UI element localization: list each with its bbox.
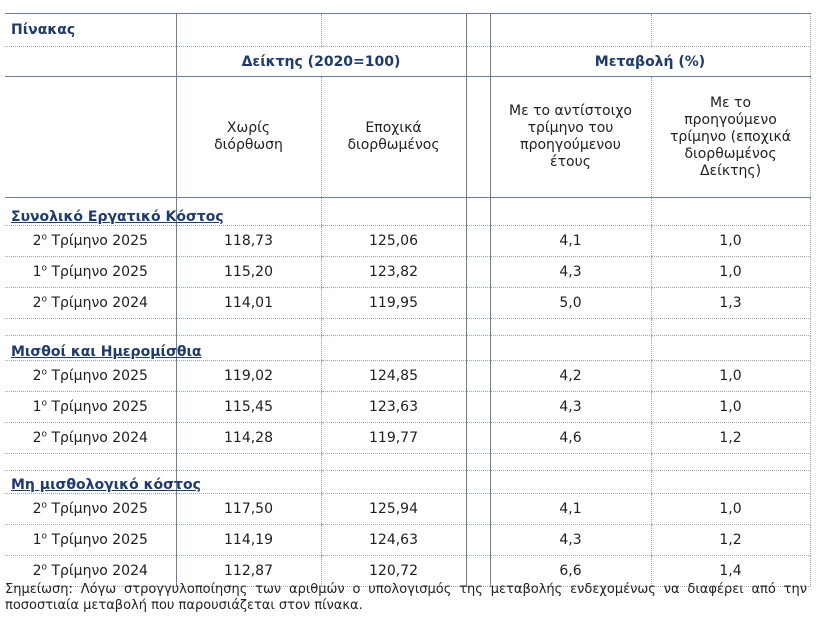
period-ordinal: 2 <box>32 368 42 384</box>
table-row <box>5 257 810 288</box>
period-text: Τρίμηνο 2024 <box>47 295 148 311</box>
value-seasonal: 124,85 <box>321 361 466 392</box>
value-qoq: 1,2 <box>651 423 810 454</box>
period-label <box>5 392 176 423</box>
value-unadjusted: 114,01 <box>176 288 321 319</box>
value-qoq: 1,0 <box>651 257 810 288</box>
table-row <box>5 288 810 319</box>
section-header-row <box>5 336 810 361</box>
value-qoq: 1,0 <box>651 392 810 423</box>
value-seasonal: 119,95 <box>321 288 466 319</box>
value-yoy: 4,2 <box>490 361 651 392</box>
sub-header-row <box>5 77 810 198</box>
value-qoq: 1,0 <box>651 361 810 392</box>
col-header-yoy: Με το αντίστοιχο τρίμηνο του προηγούμενου έτους <box>490 77 651 198</box>
section-header-row <box>5 198 810 226</box>
section-label: Μη μισθολογικό κόστος <box>5 471 176 494</box>
table-row <box>5 392 810 423</box>
value-yoy: 4,3 <box>490 392 651 423</box>
period-ordinal-suffix: ο <box>41 232 48 243</box>
period-label <box>5 361 176 392</box>
period-text: Τρίμηνο 2025 <box>47 264 148 280</box>
value-yoy: 4,1 <box>490 494 651 525</box>
section-label: Συνολικό Εργατικό Κόστος <box>5 198 176 226</box>
value-qoq: 1,0 <box>651 494 810 525</box>
value-seasonal: 119,77 <box>321 423 466 454</box>
group-header-index: Δείκτης (2020=100) <box>176 47 466 77</box>
value-seasonal: 120,72 <box>321 556 466 587</box>
value-unadjusted: 118,73 <box>176 226 321 257</box>
value-unadjusted: 115,45 <box>176 392 321 423</box>
period-text: Τρίμηνο 2025 <box>47 368 148 384</box>
period-label <box>5 257 176 288</box>
table-row <box>5 423 810 454</box>
col-header-qoq: Με το προηγούμενο τρίμηνο (εποχικά διορθωμένος Δείκτης) <box>651 77 810 198</box>
col-header-unadjusted: Χωρίς διόρθωση <box>176 77 321 198</box>
period-ordinal: 2 <box>32 563 42 579</box>
value-qoq: 1,4 <box>651 556 810 587</box>
table-row <box>5 226 810 257</box>
value-seasonal: 125,06 <box>321 226 466 257</box>
col-header-seasonal: Εποχικά διορθωμένος <box>321 77 466 198</box>
period-ordinal: 2 <box>32 233 42 249</box>
section-header-row <box>5 471 810 494</box>
value-unadjusted: 112,87 <box>176 556 321 587</box>
value-yoy: 4,1 <box>490 226 651 257</box>
value-seasonal: 123,63 <box>321 392 466 423</box>
table-title: Πίνακας <box>5 14 176 47</box>
value-seasonal: 123,82 <box>321 257 466 288</box>
period-text: Τρίμηνο 2024 <box>47 430 148 446</box>
value-yoy: 4,3 <box>490 525 651 556</box>
value-yoy: 6,6 <box>490 556 651 587</box>
period-text: Τρίμηνο 2025 <box>47 532 148 548</box>
table-row <box>5 361 810 392</box>
period-ordinal-suffix: ο <box>41 263 48 274</box>
group-header-change: Μεταβολή (%) <box>490 47 810 77</box>
period-ordinal-suffix: ο <box>41 562 48 573</box>
value-unadjusted: 114,28 <box>176 423 321 454</box>
period-ordinal-suffix: ο <box>41 398 48 409</box>
period-label <box>5 226 176 257</box>
period-ordinal: 1 <box>32 264 42 280</box>
period-label <box>5 494 176 525</box>
value-qoq: 1,0 <box>651 226 810 257</box>
period-ordinal-suffix: ο <box>41 294 48 305</box>
period-ordinal: 2 <box>32 430 42 446</box>
value-unadjusted: 115,20 <box>176 257 321 288</box>
period-ordinal: 1 <box>32 399 42 415</box>
value-seasonal: 125,94 <box>321 494 466 525</box>
period-label <box>5 423 176 454</box>
table-row <box>5 494 810 525</box>
period-ordinal: 1 <box>32 532 42 548</box>
spacer-row <box>5 319 810 336</box>
value-qoq: 1,3 <box>651 288 810 319</box>
period-label <box>5 525 176 556</box>
period-ordinal: 2 <box>32 295 42 311</box>
section-label: Μισθοί και Ημερομίσθια <box>5 336 176 361</box>
period-ordinal-suffix: ο <box>41 429 48 440</box>
value-yoy: 4,6 <box>490 423 651 454</box>
period-ordinal-suffix: ο <box>41 500 48 511</box>
data-table <box>5 13 811 587</box>
value-yoy: 4,3 <box>490 257 651 288</box>
value-unadjusted: 117,50 <box>176 494 321 525</box>
period-ordinal-suffix: ο <box>41 367 48 378</box>
period-text: Τρίμηνο 2025 <box>47 233 148 249</box>
spacer-row <box>5 454 810 471</box>
period-text: Τρίμηνο 2025 <box>47 399 148 415</box>
footnote: Σημείωση: Λόγω στρογγυλοποίησης των αριθμών ο υπολογισμός της μεταβολής ενδεχομένως να διαφέρει από την ποσοστιαία μεταβολή που παρουσιάζεται στον πίνακα. <box>5 582 807 613</box>
value-yoy: 5,0 <box>490 288 651 319</box>
period-ordinal-suffix: ο <box>41 531 48 542</box>
table-row <box>5 525 810 556</box>
value-seasonal: 124,63 <box>321 525 466 556</box>
period-text: Τρίμηνο 2025 <box>47 501 148 517</box>
period-text: Τρίμηνο 2024 <box>47 563 148 579</box>
value-qoq: 1,2 <box>651 525 810 556</box>
group-header-row <box>5 47 810 77</box>
title-row <box>5 14 810 47</box>
value-unadjusted: 119,02 <box>176 361 321 392</box>
value-unadjusted: 114,19 <box>176 525 321 556</box>
period-label <box>5 288 176 319</box>
period-ordinal: 2 <box>32 501 42 517</box>
